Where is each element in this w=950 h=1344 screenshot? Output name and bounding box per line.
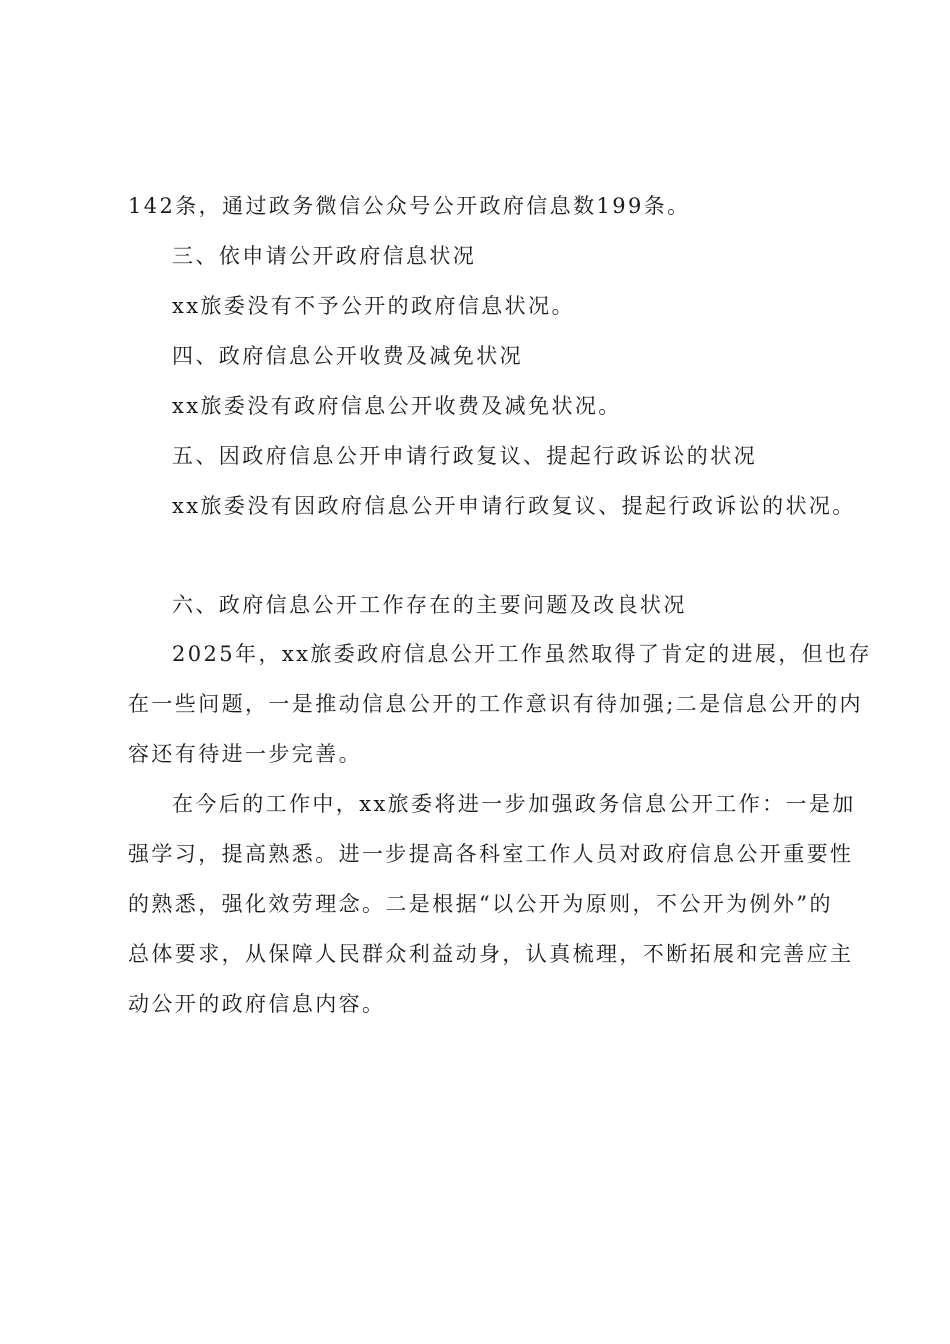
paragraph-line: 动公开的政府信息内容。	[128, 992, 386, 1016]
paragraph-line: 强学习，提高熟悉。进一步提高各科室工作人员对政府信息公开重要性	[128, 842, 854, 866]
section-5-heading: 五、因政府信息公开申请行政复议、提起行政诉讼的状况	[172, 444, 757, 468]
section-3-body: xx旅委没有不予公开的政府信息状况。	[172, 294, 575, 318]
section-3-heading: 三、依申请公开政府信息状况	[172, 244, 477, 268]
paragraph-problems	[128, 629, 872, 779]
paragraph-line: 在一些问题，一是推动信息公开的工作意识有待加强;二是信息公开的内	[128, 692, 863, 716]
section-5-body: xx旅委没有因政府信息公开申请行政复议、提起行政诉讼的状况。	[172, 494, 856, 518]
section-6-heading: 六、政府信息公开工作存在的主要问题及改良状况	[172, 593, 687, 617]
section-4-heading: 四、政府信息公开收费及减免状况	[172, 344, 523, 368]
paragraph-line: 在今后的工作中，xx旅委将进一步加强政务信息公开工作：一是加	[172, 792, 856, 816]
continuation-text: 142条，通过政务微信公众号公开政府信息数199条。	[128, 194, 691, 218]
paragraph-line: 2025年，xx旅委政府信息公开工作虽然取得了肯定的进展，但也存	[172, 642, 872, 666]
paragraph-line: 总体要求，从保障人民群众利益动身，认真梳理，不断拓展和完善应主	[128, 942, 854, 966]
section-4-body: xx旅委没有政府信息公开收费及减免状况。	[172, 394, 622, 418]
paragraph-line: 的熟悉，强化效劳理念。二是根据“以公开为原则，不公开为例外”的	[128, 892, 833, 916]
paragraph-plans	[128, 779, 856, 1029]
paragraph-line: 容还有待进一步完善。	[128, 742, 362, 766]
